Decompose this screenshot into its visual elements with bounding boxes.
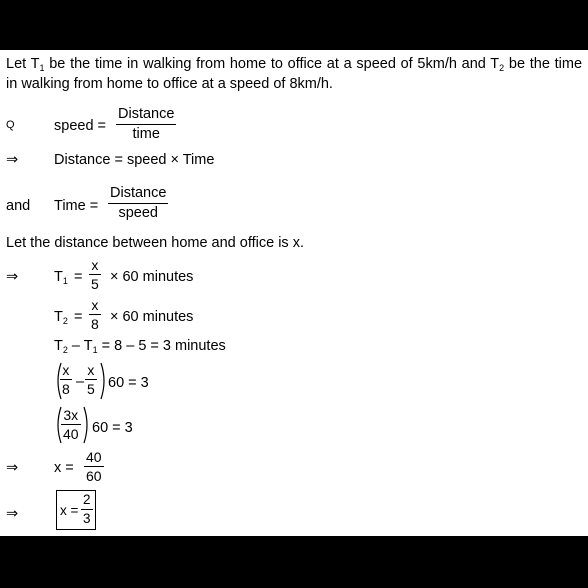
intro-text-c: be the time in walking from home to office at a speed of 8km/h.	[6, 56, 583, 92]
because-marker: Q	[6, 119, 15, 131]
final-lhs: x =	[60, 503, 79, 518]
diff-minus-t1: – T	[67, 338, 93, 354]
implies-marker-4: ⇒	[6, 506, 19, 522]
t1-fraction	[89, 258, 101, 291]
implies-marker-1: ⇒	[6, 152, 19, 168]
solution-page	[0, 50, 588, 536]
x-fraction-denominator: 60	[86, 468, 102, 484]
time-fraction-denominator: speed	[118, 204, 158, 221]
t2-subscript: 2	[62, 316, 68, 326]
final-answer-box	[56, 490, 96, 530]
x-lhs: x =	[54, 460, 74, 476]
paren2-fraction	[61, 408, 81, 441]
t2-rhs: × 60 minutes	[110, 309, 194, 325]
t1-fraction-numerator: x	[91, 257, 99, 273]
right-paren-1	[100, 362, 108, 400]
t1-letter: T	[54, 269, 63, 285]
and-marker: and	[6, 198, 31, 214]
time-fraction	[108, 186, 168, 220]
difference-equation	[54, 339, 226, 354]
diff-rhs: = 8 – 5 = 3 minutes	[97, 338, 226, 354]
paren1-fraction-a	[60, 363, 72, 396]
t1-rhs: × 60 minutes	[110, 269, 194, 285]
paren1-fraction-b-denominator: 5	[87, 381, 95, 397]
intro-sub-1: 1	[39, 63, 45, 73]
let-distance-text: Let the distance between home and office is x.	[6, 235, 304, 251]
t1-lhs	[54, 270, 68, 285]
paren1-fraction-a-denominator: 8	[62, 381, 70, 397]
time-fraction-numerator: Distance	[110, 185, 167, 201]
diff-t1-subscript: 1	[92, 345, 98, 355]
speed-lhs: speed =	[54, 118, 107, 134]
final-fraction-numerator: 2	[83, 492, 91, 507]
paren1-minus: –	[76, 374, 85, 390]
t1-subscript: 1	[62, 276, 68, 286]
diff-t2-letter: T	[54, 338, 63, 354]
intro-text-a: Let T	[6, 56, 40, 72]
paren1-rhs: 60 = 3	[108, 375, 149, 391]
paren2-rhs: 60 = 3	[92, 420, 133, 436]
paren2-fraction-denominator: 40	[63, 426, 79, 442]
speed-fraction-denominator: time	[132, 125, 160, 142]
right-paren-2	[83, 406, 91, 444]
x-fraction	[84, 450, 104, 483]
t1-equals: =	[74, 269, 83, 285]
time-lhs: Time =	[54, 198, 99, 214]
paren1-fraction-b-numerator: x	[87, 362, 95, 378]
t2-fraction-denominator: 8	[91, 316, 99, 332]
t2-fraction-numerator: x	[91, 297, 99, 313]
intro-sub-2: 2	[499, 63, 505, 73]
t2-letter: T	[54, 309, 63, 325]
diff-t2-subscript: 2	[62, 345, 68, 355]
t2-lhs	[54, 310, 68, 325]
t1-fraction-denominator: 5	[91, 276, 99, 292]
intro-paragraph	[6, 54, 582, 94]
implies-marker-3: ⇒	[6, 460, 19, 476]
speed-fraction	[116, 107, 176, 141]
paren1-fraction-a-numerator: x	[62, 362, 70, 378]
t2-equals: =	[74, 309, 83, 325]
speed-fraction-numerator: Distance	[118, 106, 175, 122]
t2-fraction	[89, 298, 101, 331]
intro-text-b: be the time in walking from home to office at a speed of 5km/h and T	[44, 56, 500, 72]
final-fraction-denominator: 3	[83, 510, 91, 526]
x-fraction-numerator: 40	[86, 449, 102, 465]
implies-marker-2: ⇒	[6, 269, 19, 285]
distance-equation: Distance = speed × Time	[54, 152, 215, 168]
paren1-fraction-b	[85, 363, 97, 396]
final-fraction	[81, 493, 93, 525]
paren2-fraction-numerator: 3x	[63, 407, 79, 423]
